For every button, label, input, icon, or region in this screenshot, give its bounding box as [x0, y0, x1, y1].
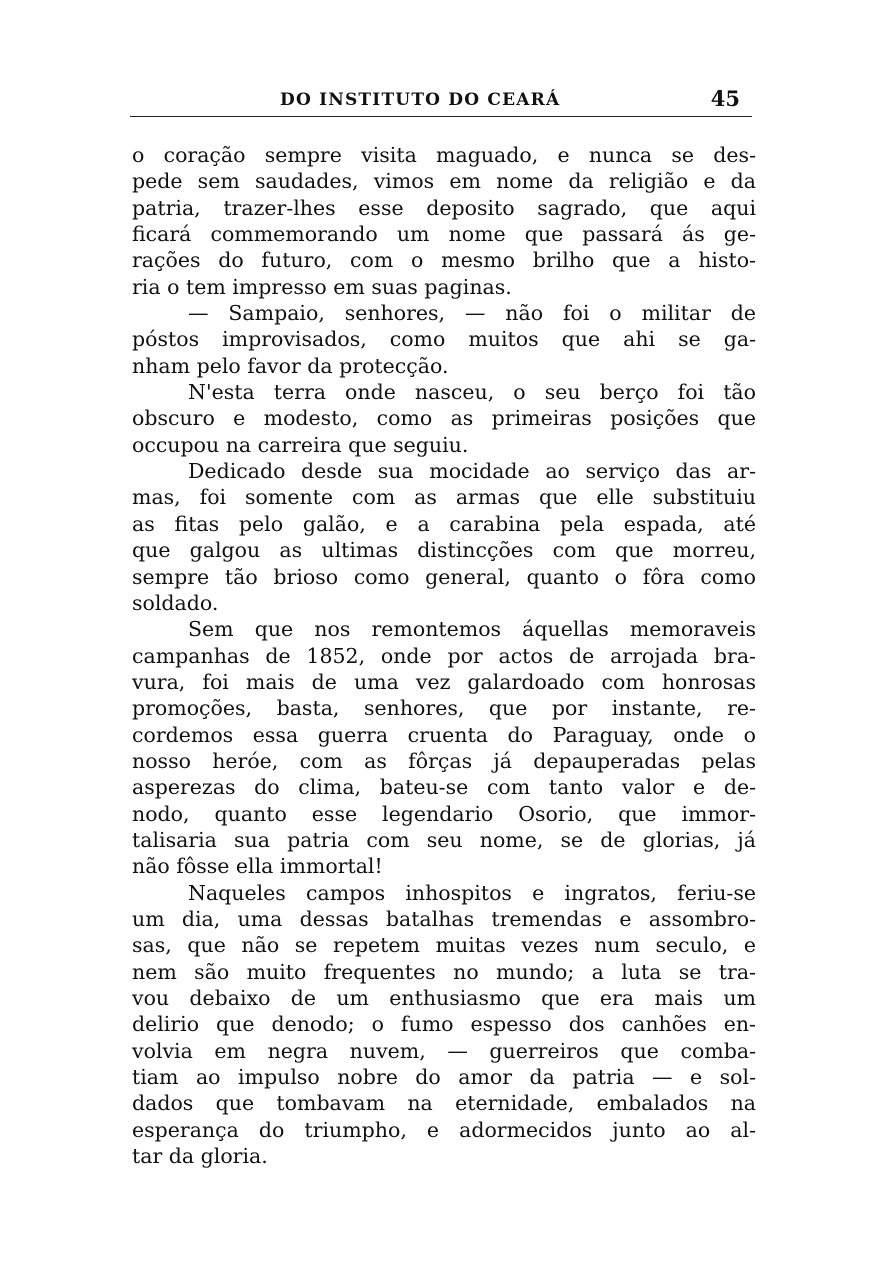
text-line: volvia em negra nuvem, — guerreiros que comba-: [132, 1038, 756, 1063]
text-line: nodo, quanto esse legendario Osorio, que immor-: [132, 801, 756, 826]
text-line: soldado.: [132, 590, 219, 615]
text-line: Naqueles campos inhospitos e ingratos, feriu-se: [188, 880, 756, 905]
text-line: cordemos essa guerra cruenta do Paraguay, onde o: [132, 722, 756, 747]
text-line: promoções, basta, senhores, que por instante, re-: [132, 696, 756, 721]
text-line: nham pelo favor da protecção.: [132, 353, 449, 378]
text-line: ria o tem impresso em suas paginas.: [132, 274, 512, 299]
running-head: [130, 86, 752, 117]
text-line: rações do futuro, com o mesmo brilho que a histo-: [132, 248, 756, 273]
text-line: patria, trazer-lhes esse deposito sagrado, que aqui: [132, 195, 756, 220]
text-line: N'esta terra onde nasceu, o seu berço foi tão: [188, 380, 756, 405]
text-line: — Sampaio, senhores, — não foi o militar de: [188, 301, 756, 326]
text-line: o coração sempre visita maguado, e nunca se des-: [132, 143, 756, 167]
text-line: um dia, uma dessas batalhas tremendas e assombro-: [132, 906, 756, 931]
text-line: não fôsse ella immortal!: [132, 854, 383, 879]
page-number: 45: [710, 86, 740, 111]
text-line: as fitas pelo galão, e a carabina pela espada, até: [132, 511, 756, 536]
running-head-title: DO INSTITUTO DO CEARÁ: [280, 90, 561, 110]
text-line: nem são muito frequentes no mundo; a luta se tra-: [132, 959, 756, 984]
text-line: dados que tombavam na eternidade, embalados na: [132, 1091, 756, 1116]
text-line: occupou na carreira que seguiu.: [132, 432, 469, 457]
text-line: talisaria sua patria com seu nome, se de glorias, já: [132, 827, 756, 852]
text-line: campanhas de 1852, onde por actos de arrojada bra-: [132, 643, 756, 668]
text-line: tiam ao impulso nobre do amor da patria — e sol-: [132, 1065, 756, 1090]
text-line: vura, foi mais de uma vez galardoado com honrosas: [132, 669, 756, 694]
text-line: nosso heróe, com as fôrças já depauperadas pelas: [132, 748, 756, 773]
text-line: sas, que não se repetem muitas vezes num seculo, e: [132, 933, 756, 958]
text-line: Sem que nos remontemos áquellas memoraveis: [188, 617, 756, 642]
text-line: esperança do triumpho, e adormecidos junto ao al-: [132, 1117, 756, 1142]
text-line: tar da gloria.: [132, 1144, 268, 1169]
text-line: mas, foi somente com as armas que elle substituiu: [132, 485, 756, 510]
text-line: póstos improvisados, como muitos que ahi se ga-: [132, 327, 756, 352]
text-line: que galgou as ultimas distincções com que morreu,: [132, 538, 756, 563]
text-line: vou debaixo de um enthusiasmo que era mais um: [132, 986, 756, 1010]
text-line: delirio que denodo; o fumo espesso dos canhões en-: [132, 1012, 756, 1037]
text-line: Dedicado desde sua mocidade ao serviço das ar-: [188, 459, 756, 484]
body-text: [132, 142, 756, 1169]
text-line: asperezas do clima, bateu-se com tanto valor e de-: [132, 775, 756, 800]
text-line: sempre tão brioso como general, quanto o fôra como: [132, 564, 756, 589]
text-line: pede sem saudades, vimos em nome da religião e da: [132, 169, 756, 194]
text-line: ficará commemorando um nome que passará ás ge-: [132, 222, 756, 247]
text-line: obscuro e modesto, como as primeiras posições que: [132, 406, 756, 431]
